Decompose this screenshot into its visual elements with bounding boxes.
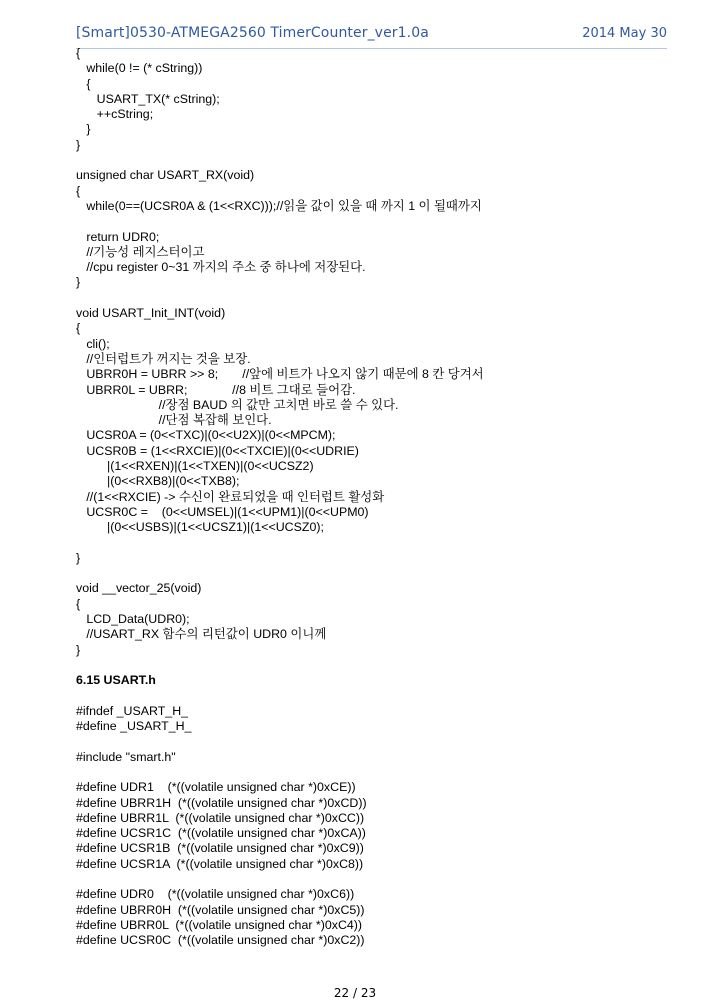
code-line: } <box>76 275 81 290</box>
code-line: ++cString; <box>76 107 154 122</box>
code-line: void USART_Init_INT(void) <box>76 306 226 321</box>
code-line: } <box>76 137 81 152</box>
code-line: #define UCSR1A (*((volatile unsigned char *)0xC8)) <box>76 856 364 871</box>
code-line: //장점 BAUD 의 값만 고치면 바로 쓸 수 있다. <box>76 397 399 412</box>
code-line: { <box>76 46 81 60</box>
code-line: #define UBRR1L (*((volatile unsigned char *)0xCC)) <box>76 810 365 825</box>
code-line <box>76 658 676 673</box>
code-line: |(1<<RXEN)|(1<<TXEN)|(0<<UCSZ2) <box>76 459 314 474</box>
code-line <box>76 872 676 887</box>
code-line <box>76 734 676 749</box>
code-listing <box>76 46 676 949</box>
code-line: unsigned char USART_RX(void) <box>76 168 255 183</box>
code-line <box>76 566 676 581</box>
code-line: //기능성 레지스터이고 <box>76 244 205 259</box>
page-number: 22 / 23 <box>333 986 377 1000</box>
section-heading: 6.15 USART.h <box>76 673 156 688</box>
code-line: #define UCSR0C (*((volatile unsigned char *)0xC2)) <box>76 933 365 948</box>
code-line <box>76 765 676 780</box>
code-line: { <box>76 183 81 198</box>
code-line: LCD_Data(UDR0); <box>76 611 190 626</box>
code-line: #define UBRR0H (*((volatile unsigned char *)0xC5)) <box>76 902 365 917</box>
code-line: { <box>76 76 91 91</box>
code-line: } <box>76 642 81 657</box>
code-line: UBRR0L = UBRR; //8 비트 그대로 들어감. <box>76 382 356 397</box>
code-line: //USART_RX 함수의 리턴값이 UDR0 이니께 <box>76 627 327 642</box>
code-line: #ifndef _USART_H_ <box>76 703 189 718</box>
code-line: } <box>76 122 91 137</box>
code-line: while(0 != (* cString)) <box>76 61 203 76</box>
code-line <box>76 214 676 229</box>
code-line <box>76 536 676 551</box>
code-line: #define UDR0 (*((volatile unsigned char *)0xC6)) <box>76 887 355 902</box>
code-line: UBRR0H = UBRR >> 8; //앞에 비트가 나오지 않기 때문에 8 칸 당겨서 <box>76 367 484 382</box>
code-line: #define UDR1 (*((volatile unsigned char *)0xCE)) <box>76 780 356 795</box>
code-line: { <box>76 596 81 611</box>
code-line: cli(); <box>76 336 110 351</box>
code-line: } <box>76 550 81 565</box>
code-line: while(0==(UCSR0A & (1<<RXC)));//읽을 값이 있을 때 까지 1 이 될때까지 <box>76 198 482 213</box>
code-line: //단점 복잡해 보인다. <box>76 413 272 428</box>
code-line: |(0<<USBS)|(1<<UCSZ1)|(1<<UCSZ0); <box>76 520 324 535</box>
code-line: #define UBRR0L (*((volatile unsigned char *)0xC4)) <box>76 917 363 932</box>
code-line: |(0<<RXB8)|(0<<TXB8); <box>76 474 240 489</box>
document-title: [Smart]0530-ATMEGA2560 TimerCounter_ver1.0a <box>76 25 429 41</box>
code-line: #define UBRR1H (*((volatile unsigned char *)0xCD)) <box>76 795 367 810</box>
code-line: //인터럽트가 꺼지는 것을 보장. <box>76 351 251 366</box>
code-line: { <box>76 321 81 336</box>
code-line: //cpu register 0~31 까지의 주소 중 하나에 저장된다. <box>76 260 366 275</box>
code-line: UCSR0A = (0<<TXC)|(0<<U2X)|(0<<MPCM); <box>76 428 336 443</box>
code-line: USART_TX(* cString); <box>76 91 220 106</box>
code-line: //(1<<RXCIE) -> 수신이 완료되었을 때 인터럽트 활성화 <box>76 489 385 504</box>
document-date: 2014 May 30 <box>582 26 667 41</box>
code-line <box>76 688 676 703</box>
code-line <box>76 291 676 306</box>
code-line <box>76 153 676 168</box>
code-line: #include "smart.h" <box>76 749 176 764</box>
code-line: return UDR0; <box>76 229 160 244</box>
code-line: #define UCSR1B (*((volatile unsigned char *)0xC9)) <box>76 841 364 856</box>
code-line: void __vector_25(void) <box>76 581 202 596</box>
code-line: #define UCSR1C (*((volatile unsigned char *)0xCA)) <box>76 826 366 841</box>
code-line: #define _USART_H_ <box>76 719 192 734</box>
code-line: UCSR0C = (0<<UMSEL)|(1<<UPM1)|(0<<UPM0) <box>76 504 369 519</box>
code-line: UCSR0B = (1<<RXCIE)|(0<<TXCIE)|(0<<UDRIE) <box>76 443 359 458</box>
